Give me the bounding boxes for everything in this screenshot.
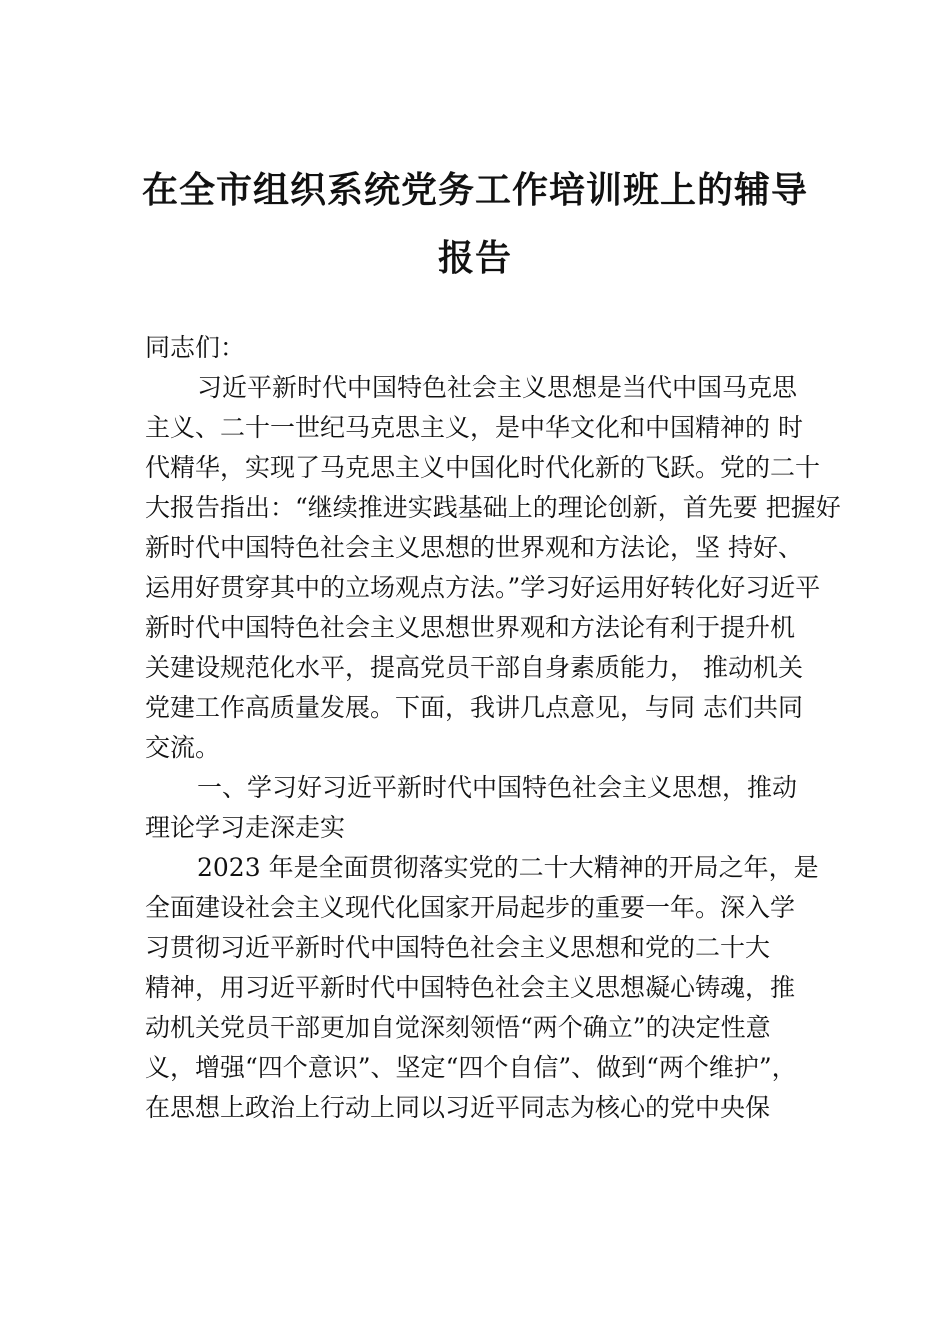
document-title-line-1: 在全市组织系统党务工作培训班上的辅导 bbox=[141, 170, 808, 211]
paragraph-line: 主义、二十一世纪马克思主义，是中华文化和中国精神的 时 bbox=[145, 413, 803, 442]
paragraph-line: 代精华，实现了马克思主义中国化时代化新的飞跃。党的二十 bbox=[145, 453, 821, 482]
paragraph-line: 在思想上政治上行动上同以习近平同志为核心的党中央保 bbox=[145, 1093, 771, 1122]
paragraph-line: 运用好贯穿其中的立场观点方法。”学习好运用好转化好习近平 bbox=[145, 573, 821, 602]
paragraph-line: 习近平新时代中国特色社会主义思想是当代中国马克思 bbox=[197, 373, 798, 402]
paragraph-line: 精神，用习近平新时代中国特色社会主义思想凝心铸魂，推 bbox=[145, 973, 796, 1002]
paragraph-line: 习贯彻习近平新时代中国特色社会主义思想和党的二十大 bbox=[145, 933, 771, 962]
section-heading-line: 一、学习好习近平新时代中国特色社会主义思想，推动 bbox=[197, 773, 798, 802]
salutation: 同志们： bbox=[145, 333, 246, 362]
document-title-line-2: 报告 bbox=[437, 238, 512, 279]
paragraph-line: 全面建设社会主义现代化国家开局起步的重要一年。深入学 bbox=[145, 893, 796, 922]
section-heading-line: 理论学习走深走实 bbox=[145, 813, 346, 842]
paragraph-line: 动机关党员干部更加自觉深刻领悟“两个确立”的决定性意 bbox=[145, 1013, 771, 1042]
paragraph-line: 义，增强“四个意识”、坚定“四个自信”、做到“两个维护”， bbox=[145, 1053, 797, 1082]
paragraph-line: 大报告指出：“继续推进实践基础上的理论创新，首先要 把握好 bbox=[145, 493, 841, 522]
paragraph-line: 交流。 bbox=[145, 733, 221, 762]
paragraph-line: 新时代中国特色社会主义思想的世界观和方法论，坚 持好、 bbox=[145, 533, 803, 562]
paragraph-line: 关建设规范化水平，提高党员干部自身素质能力， 推动机关 bbox=[145, 653, 803, 682]
paragraph-line: 党建工作高质量发展。下面，我讲几点意见，与同 志们共同 bbox=[145, 693, 803, 722]
paragraph-line: 新时代中国特色社会主义思想世界观和方法论有利于提升机 bbox=[145, 613, 796, 642]
paragraph-line: 2023 年是全面贯彻落实党的二十大精神的开局之年，是 bbox=[197, 853, 819, 882]
